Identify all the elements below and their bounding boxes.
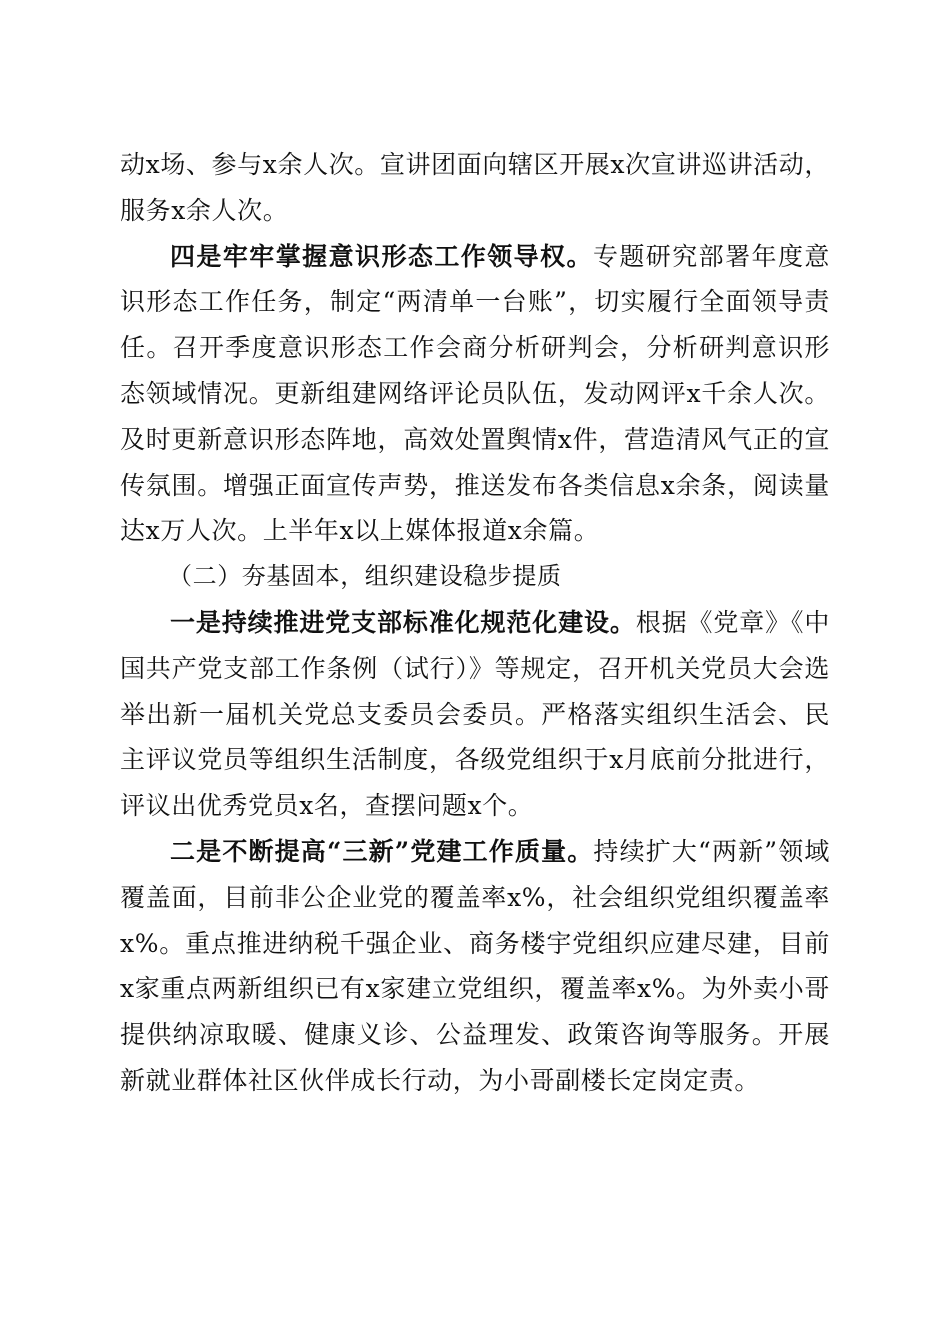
paragraph-text: 专题研究部署年度意识形态工作任务，制定“两清单一台账”，切实履行全面领导责任。召开季度意识形态工作会商分析研判会，分析研判意识形态领域情况。更新组建网络评论员队伍，发动网评x千余人次。及时更新意识形态阵地，高效处置舆情x件，营造清风气正的宣传氛围。增强正面宣传声势，推送发布各类信息x余条，阅读量达x万人次。上半年x以上媒体报道x余篇。 [120,241,830,546]
paragraph-branch-standardization [120,600,830,829]
paragraph-ideology-leadership [120,234,830,555]
document-body [120,142,830,1104]
section-heading: （二）夯基固本，组织建设稳步提质 [168,562,562,591]
paragraph-lead: 一是持续推进党支部标准化规范化建设。 [170,607,636,637]
paragraph-text: 持续扩大“两新”领域覆盖面，目前非公企业党的覆盖率x%，社会组织党组织覆盖率x%。重点推进纳税千强企业、商务楼宇党组织应建尽建，目前x家重点两新组织已有x家建立党组织，覆盖率x%。为外卖小哥提供纳凉取暖、健康义诊、公益理发、政策咨询等服务。开展新就业群体社区伙伴成长行动，为小哥副楼长定岗定责。 [120,836,830,1095]
paragraph-continuation [120,142,830,234]
paragraph-party-building-quality [120,829,830,1104]
paragraph-text: 根据《党章》《中国共产党支部工作条例（试行）》等规定，召开机关党员大会选举出新一届机关党总支委员会委员。严格落实组织生活会、民主评议党员等组织生活制度，各级党组织于x月底前分批进行，评议出优秀党员x名，查摆问题x个。 [120,607,830,821]
paragraph-lead: 四是牢牢掌握意识形态工作领导权。 [170,241,593,271]
paragraph-text: 动x场、参与x余人次。宣讲团面向辖区开展x次宣讲巡讲活动，服务x余人次。 [120,150,830,225]
paragraph-lead: 二是不断提高“三新”党建工作质量。 [170,836,594,866]
